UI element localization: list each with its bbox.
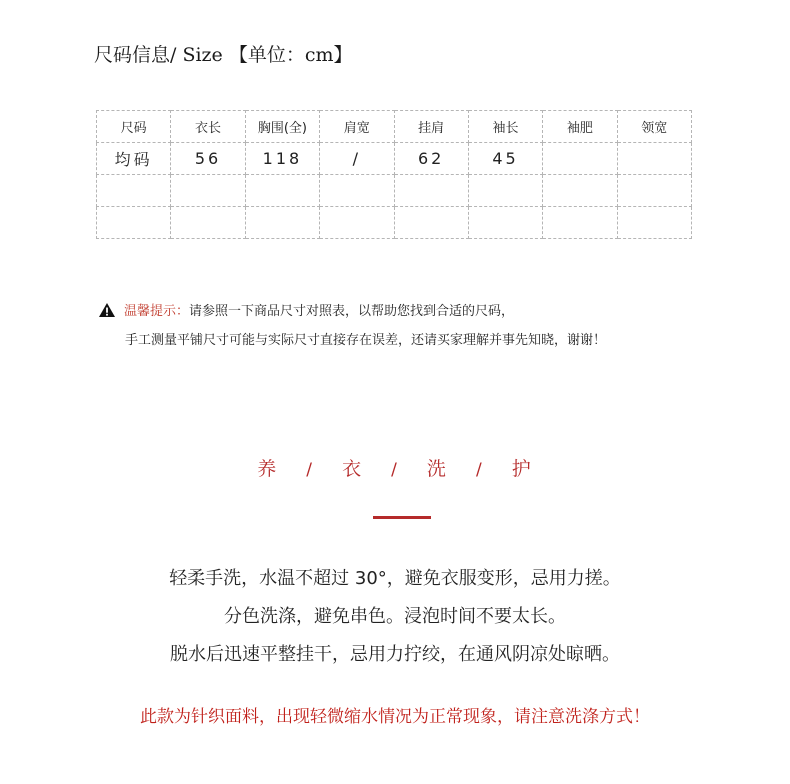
care-divider	[373, 516, 431, 519]
header-sleeve-width: 袖肥	[543, 111, 617, 143]
care-title-separator: /	[306, 460, 315, 480]
tips-text-1: 请参照一下商品尺寸对照表，以帮助您找到合适的尺码，	[189, 304, 515, 319]
care-title	[0, 454, 790, 481]
header-chest: 胸围(全)	[245, 111, 319, 143]
care-title-word: 衣	[342, 458, 364, 480]
table-cell	[394, 175, 468, 207]
table-cell	[245, 175, 319, 207]
table-cell: 56	[171, 143, 245, 175]
care-instructions	[0, 560, 790, 674]
header-length: 衣长	[171, 111, 245, 143]
table-cell	[617, 175, 691, 207]
table-cell	[468, 207, 542, 239]
table-cell: 62	[394, 143, 468, 175]
header-sleeve-length: 袖长	[468, 111, 542, 143]
table-row	[97, 143, 692, 175]
table-cell	[543, 207, 617, 239]
table-cell: 118	[245, 143, 319, 175]
care-title-word: 养	[257, 458, 279, 480]
table-cell: 均码	[97, 143, 171, 175]
warning-icon	[98, 302, 116, 318]
table-cell	[245, 207, 319, 239]
tips-line-1	[98, 300, 606, 319]
table-cell	[617, 143, 691, 175]
table-cell	[543, 175, 617, 207]
care-title-separator: /	[391, 460, 399, 480]
table-cell: 45	[468, 143, 542, 175]
header-size: 尺码	[97, 111, 171, 143]
care-title-word: 护	[511, 458, 533, 480]
size-table	[96, 110, 692, 239]
header-armhole: 挂肩	[394, 111, 468, 143]
table-cell	[543, 143, 617, 175]
table-cell	[97, 175, 171, 207]
table-row	[97, 207, 692, 239]
table-cell	[468, 175, 542, 207]
care-line: 脱水后迅速平整挂干，忌用力拧绞，在通风阴凉处晾晒。	[170, 644, 620, 665]
tips-line-2: 手工测量平铺尺寸可能与实际尺寸直接存在误差，还请买家理解并事先知晓，谢谢！	[125, 333, 607, 348]
size-table-header-row	[97, 111, 692, 143]
care-title-word: 洗	[426, 458, 448, 480]
tips-block	[98, 300, 606, 348]
header-shoulder: 肩宽	[320, 111, 394, 143]
table-cell	[320, 207, 394, 239]
table-cell	[171, 207, 245, 239]
table-cell	[171, 175, 245, 207]
care-line: 轻柔手洗，水温不超过 30°，避免衣服变形，忌用力搓。	[169, 568, 621, 589]
table-cell	[320, 175, 394, 207]
size-info-title: 尺码信息/ Size 【单位：cm】	[94, 44, 353, 66]
header-collar-width: 领宽	[617, 111, 691, 143]
tips-label: 温馨提示：	[124, 304, 190, 319]
table-row	[97, 175, 692, 207]
table-cell: /	[320, 143, 394, 175]
shrink-notice: 此款为针织面料，出现轻微缩水情况为正常现象，请注意洗涤方式！	[140, 707, 650, 727]
care-line: 分色洗涤，避免串色。浸泡时间不要太长。	[224, 606, 566, 627]
table-cell	[617, 207, 691, 239]
table-cell	[394, 207, 468, 239]
table-cell	[97, 207, 171, 239]
care-title-separator: /	[475, 460, 484, 480]
